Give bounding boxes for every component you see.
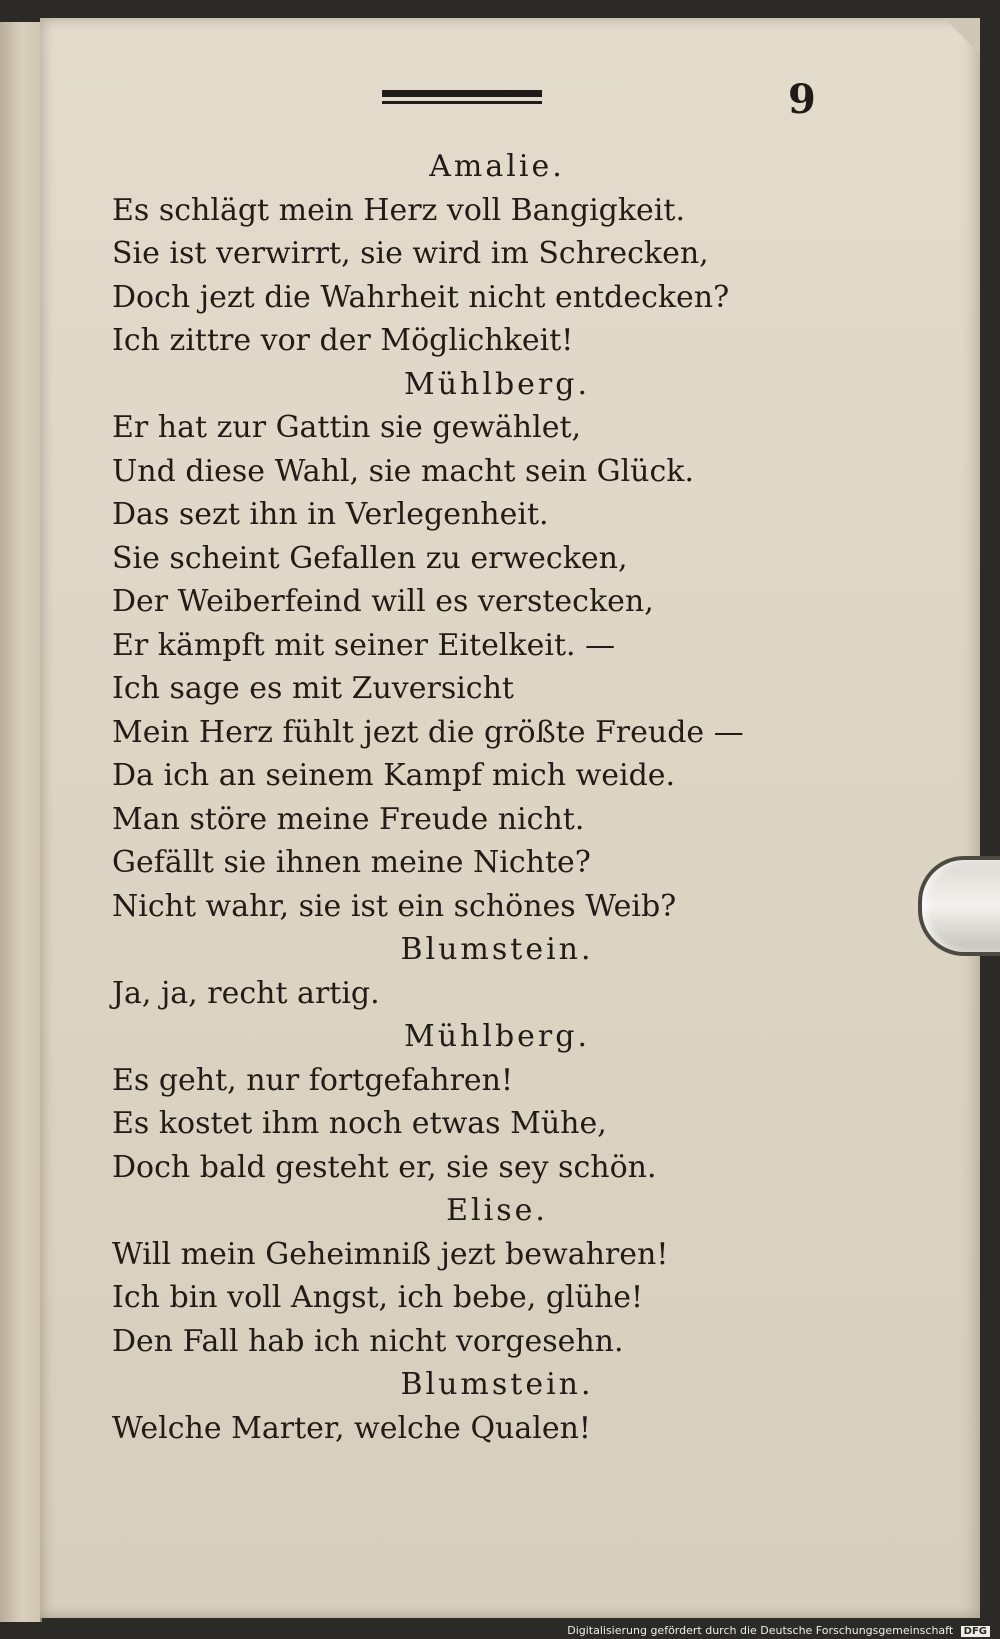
verse-line: Er kämpft mit seiner Eitelkeit. — — [112, 627, 616, 663]
speaker-name: Mühlberg. — [404, 1019, 590, 1054]
verse-line: Sie scheint Gefallen zu erwecken, — [112, 540, 628, 576]
digitization-credit — [567, 1624, 990, 1637]
speaker-name: Blumstein. — [400, 1367, 594, 1402]
header-double-rule — [382, 90, 542, 104]
speaker-name: Blumstein. — [400, 932, 594, 967]
verse-line: Man störe meine Freude nicht. — [112, 801, 585, 837]
verse-line: Und diese Wahl, sie macht sein Glück. — [112, 453, 695, 489]
verse-line: Es schlägt mein Herz voll Bangigkeit. — [112, 192, 685, 228]
verse-line: Will mein Geheimniß jezt bewahren! — [112, 1236, 669, 1272]
verse-line: Ich bin voll Angst, ich bebe, glühe! — [112, 1280, 644, 1315]
verse-line: Es geht, nur fortgefahren! — [112, 1062, 514, 1098]
page-corner-fold — [944, 18, 980, 54]
verse-line: Da ich an seinem Kampf mich weide. — [112, 758, 676, 793]
verse-line: Nicht wahr, sie ist ein schönes Weib? — [112, 888, 677, 924]
verse-line: Ich zittre vor der Möglichkeit! — [112, 323, 574, 358]
verse-line: Das sezt ihn in Verlegenheit. — [112, 497, 549, 532]
verse-line: Sie ist verwirrt, sie wird im Schrecken, — [112, 236, 709, 271]
speaker-name: Amalie. — [429, 149, 565, 184]
verse-line: Doch jezt die Wahrheit nicht entdecken? — [112, 279, 730, 315]
verse-line: Er hat zur Gattin sie gewählet, — [112, 410, 582, 445]
verse-line: Doch bald gesteht er, sie sey schön. — [112, 1149, 657, 1185]
page-clip-tab — [918, 856, 1000, 956]
verse-line: Der Weiberfeind will es verstecken, — [112, 584, 654, 619]
page-number: 9 — [788, 76, 816, 123]
verse-line: Mein Herz fühlt jezt die größte Freude — — [112, 714, 744, 750]
speaker-name: Mühlberg. — [404, 366, 590, 402]
facing-page-edge — [0, 22, 42, 1622]
speaker-name: Elise. — [446, 1193, 548, 1228]
verse-line: Es kostet ihm noch etwas Mühe, — [112, 1106, 607, 1141]
verse-text-block — [112, 145, 752, 1450]
dfg-logo: DFG — [961, 1626, 990, 1637]
verse-line: Gefällt sie ihnen meine Nichte? — [112, 845, 591, 880]
verse-line: Ich sage es mit Zuversicht — [112, 671, 514, 706]
verse-line: Ja, ja, recht artig. — [112, 975, 380, 1011]
verse-line: Den Fall hab ich nicht vorgesehn. — [112, 1323, 624, 1359]
verse-line: Welche Marter, welche Qualen! — [112, 1410, 591, 1446]
credit-text: Digitalisierung gefördert durch die Deutsche Forschungsgemeinschaft — [567, 1624, 954, 1637]
